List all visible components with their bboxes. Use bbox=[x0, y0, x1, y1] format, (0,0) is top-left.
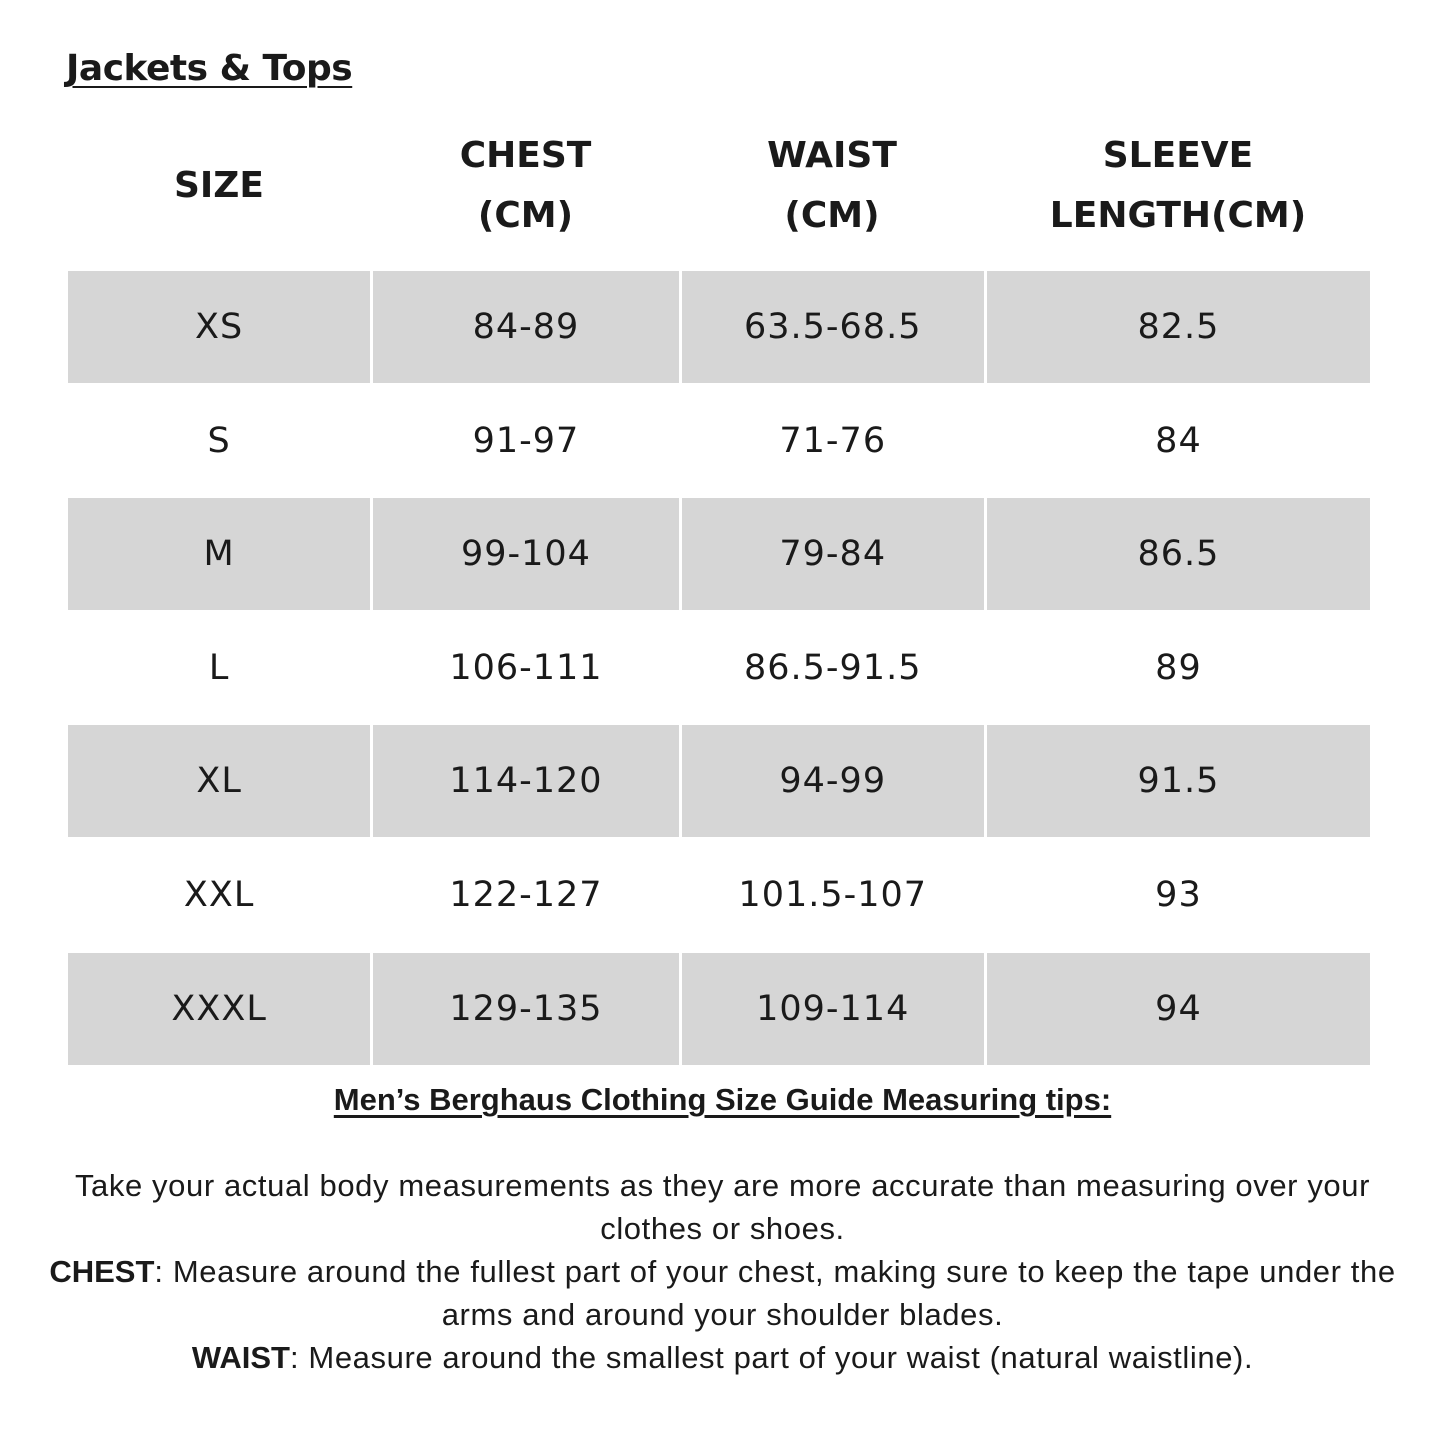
header-sleeve-line-1: SLEEVE bbox=[1102, 135, 1254, 176]
cell-size: M bbox=[68, 498, 370, 610]
header-size-line-1: SIZE bbox=[173, 165, 265, 206]
header-chest bbox=[373, 120, 678, 252]
tips-chest-text: : Measure around the fullest part of your chest, making sure to keep the tape under the arms and around your shoulder blades. bbox=[154, 1254, 1396, 1332]
tips-chest-label: CHEST bbox=[49, 1254, 155, 1289]
table-row bbox=[68, 383, 1370, 498]
cell-waist: 79-84 bbox=[682, 498, 984, 610]
cell-waist: 109-114 bbox=[682, 953, 984, 1065]
cell-sleeve: 91.5 bbox=[987, 725, 1370, 837]
tips-heading: Men’s Berghaus Clothing Size Guide Measuring tips: bbox=[333, 1082, 1112, 1117]
size-table bbox=[68, 271, 1370, 1065]
cell-chest: 114-120 bbox=[373, 725, 678, 837]
cell-sleeve: 93 bbox=[1155, 874, 1202, 915]
table-row bbox=[68, 610, 1370, 725]
header-size bbox=[68, 120, 370, 252]
cell-waist: 94-99 bbox=[682, 725, 984, 837]
table-row bbox=[68, 271, 1370, 383]
cell-chest: 122-127 bbox=[449, 874, 603, 915]
table-row bbox=[68, 725, 1370, 837]
cell-size: L bbox=[208, 647, 230, 688]
cell-chest: 84-89 bbox=[373, 271, 678, 383]
tips-waist-text: : Measure around the smallest part of your waist (natural waistline). bbox=[289, 1340, 1254, 1375]
cell-chest: 129-135 bbox=[373, 953, 678, 1065]
table-row bbox=[68, 837, 1370, 952]
header-chest-line-1: CHEST bbox=[459, 135, 592, 176]
measuring-tips bbox=[30, 1080, 1415, 1379]
tips-body bbox=[30, 1164, 1415, 1379]
header-chest-line-2: (CM) bbox=[477, 195, 574, 236]
cell-size: XXXL bbox=[68, 953, 370, 1065]
header-sleeve-line-2: LENGTH(CM) bbox=[1049, 195, 1307, 236]
table-row bbox=[68, 953, 1370, 1065]
cell-chest: 91-97 bbox=[472, 420, 580, 461]
header-sleeve-length bbox=[986, 120, 1370, 252]
cell-waist: 71-76 bbox=[779, 420, 887, 461]
cell-chest: 99-104 bbox=[373, 498, 678, 610]
cell-size: XS bbox=[68, 271, 370, 383]
cell-waist: 86.5-91.5 bbox=[743, 647, 922, 688]
header-waist-line-2: (CM) bbox=[784, 195, 880, 236]
tips-waist-label: WAIST bbox=[191, 1340, 290, 1375]
cell-sleeve: 84 bbox=[1155, 420, 1202, 461]
section-title: Jackets & Tops bbox=[66, 48, 353, 89]
cell-sleeve: 94 bbox=[987, 953, 1370, 1065]
cell-size: XXL bbox=[183, 874, 255, 915]
tips-chest bbox=[30, 1250, 1415, 1336]
tips-intro: Take your actual body measurements as they are more accurate than measuring over your clothes or shoes. bbox=[74, 1168, 1371, 1246]
cell-size: XL bbox=[68, 725, 370, 837]
cell-size: S bbox=[207, 420, 231, 461]
cell-waist: 63.5-68.5 bbox=[682, 271, 984, 383]
tips-waist bbox=[30, 1336, 1415, 1379]
cell-sleeve: 89 bbox=[1155, 647, 1202, 688]
cell-sleeve: 82.5 bbox=[987, 271, 1370, 383]
cell-chest: 106-111 bbox=[449, 647, 603, 688]
cell-sleeve: 86.5 bbox=[987, 498, 1370, 610]
header-waist bbox=[680, 120, 984, 252]
cell-waist: 101.5-107 bbox=[738, 874, 928, 915]
header-waist-line-1: WAIST bbox=[767, 135, 897, 176]
table-row bbox=[68, 498, 1370, 610]
